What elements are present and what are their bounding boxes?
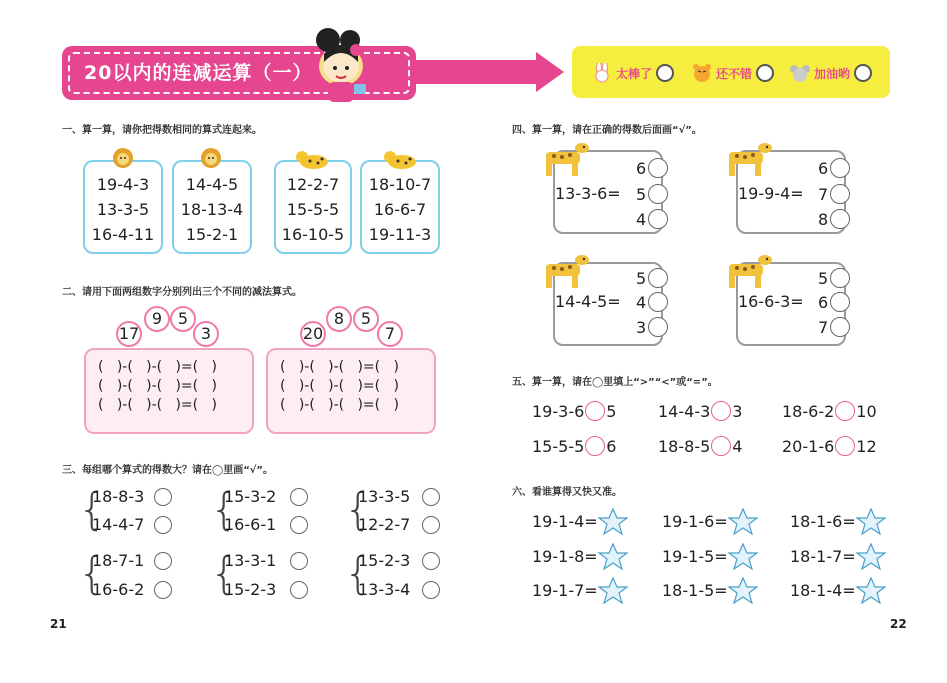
rating-checkbox[interactable] <box>854 64 872 82</box>
section-4-title: 四、算一算，请在正确的得数后面画“√”。 <box>512 125 702 136</box>
option-row <box>818 209 850 229</box>
option-value: 6 <box>818 158 829 178</box>
equation[interactable]: 14-4-5 <box>185 175 239 194</box>
equation: 19-1-4= <box>532 511 598 531</box>
equation[interactable]: 18-10-7 <box>368 175 432 194</box>
number-circle: 20 <box>300 321 326 347</box>
star-answer-icon[interactable] <box>856 542 886 570</box>
option-circle[interactable] <box>648 158 668 178</box>
section-5-title: 五、算一算，请在◯里填上“>”“<”或“=”。 <box>512 377 718 388</box>
star-equation <box>662 542 758 570</box>
option-value: 7 <box>818 317 829 337</box>
option-row <box>636 268 668 288</box>
compare-item <box>532 436 616 456</box>
option-row <box>636 184 668 204</box>
expression-card <box>84 348 254 434</box>
compare-row <box>224 580 308 599</box>
star-equation <box>790 542 886 570</box>
rating-good[interactable] <box>692 63 774 83</box>
compare-item <box>782 436 877 456</box>
leopard-icon <box>294 148 332 172</box>
answer-circle[interactable] <box>154 581 172 599</box>
option-value: 7 <box>818 184 829 204</box>
rating-checkbox[interactable] <box>756 64 774 82</box>
equation: 13-3-6= <box>555 184 621 203</box>
equation: 13-3-4 <box>358 580 411 599</box>
option-value: 5 <box>818 268 829 288</box>
compare-item <box>658 401 742 421</box>
equation: 13-3-5 <box>358 487 411 506</box>
answer-circle[interactable] <box>422 552 440 570</box>
star-answer-icon[interactable] <box>598 507 628 535</box>
expression-row[interactable]: ( )-( )-( )=( ) <box>98 397 217 413</box>
equation: 18-8-3 <box>92 487 145 506</box>
answer-circle[interactable] <box>290 552 308 570</box>
equation[interactable]: 13-3-5 <box>96 200 150 219</box>
equation[interactable]: 15-2-1 <box>185 225 239 244</box>
number-circle: 9 <box>144 306 170 332</box>
answer-circle[interactable] <box>422 488 440 506</box>
option-value: 4 <box>636 209 647 229</box>
option-circle[interactable] <box>830 158 850 178</box>
target-value: 3 <box>732 401 743 421</box>
number-circle: 3 <box>193 321 219 347</box>
compare-item <box>532 401 616 421</box>
equation: 19-1-6= <box>662 511 728 531</box>
expression-row[interactable]: ( )-( )-( )=( ) <box>280 378 399 394</box>
compare-circle[interactable] <box>585 436 605 456</box>
number-circle: 5 <box>353 306 379 332</box>
compare-row <box>358 515 440 534</box>
option-value: 8 <box>818 209 829 229</box>
equation[interactable]: 18-13-4 <box>180 200 244 219</box>
compare-circle[interactable] <box>585 401 605 421</box>
compare-item <box>782 401 877 421</box>
compare-row <box>92 551 172 570</box>
expression: 18-6-2 <box>782 401 835 421</box>
expression: 20-1-6 <box>782 436 835 456</box>
rating-checkbox[interactable] <box>656 64 674 82</box>
star-answer-icon[interactable] <box>728 507 758 535</box>
compare-circle[interactable] <box>835 436 855 456</box>
giraffe-icon <box>540 138 590 178</box>
option-value: 5 <box>636 268 647 288</box>
section-6-title: 六、看谁算得又快又准。 <box>512 487 622 498</box>
expression-row[interactable]: ( )-( )-( )=( ) <box>98 378 217 394</box>
star-equation <box>532 576 628 604</box>
option-row <box>636 158 668 178</box>
answer-circle[interactable] <box>422 516 440 534</box>
equation[interactable]: 16-6-7 <box>373 200 427 219</box>
compare-row <box>92 515 172 534</box>
equation: 14-4-5= <box>555 292 621 311</box>
option-circle[interactable] <box>648 209 668 229</box>
match-card <box>274 160 352 254</box>
brace-icon: { <box>344 484 372 535</box>
star-answer-icon[interactable] <box>856 507 886 535</box>
section-1-title: 一、算一算，请你把得数相同的算式连起来。 <box>62 125 262 136</box>
expression: 15-5-5 <box>532 436 585 456</box>
target-value: 6 <box>606 436 617 456</box>
equation[interactable]: 16-4-11 <box>91 225 155 244</box>
star-answer-icon[interactable] <box>728 542 758 570</box>
equation: 18-1-5= <box>662 580 728 600</box>
equation: 16-6-1 <box>224 515 277 534</box>
option-circle[interactable] <box>648 317 668 337</box>
giraffe-icon <box>723 138 773 178</box>
option-circle[interactable] <box>830 317 850 337</box>
equation: 18-1-6= <box>790 511 856 531</box>
equation: 18-1-4= <box>790 580 856 600</box>
answer-circle[interactable] <box>154 488 172 506</box>
answer-circle[interactable] <box>290 581 308 599</box>
option-circle[interactable] <box>648 268 668 288</box>
expression: 19-3-6 <box>532 401 585 421</box>
brace-icon: { <box>210 548 238 599</box>
star-answer-icon[interactable] <box>856 576 886 604</box>
equation: 13-3-1 <box>224 551 277 570</box>
rating-excellent[interactable] <box>592 63 674 83</box>
equation[interactable]: 15-5-5 <box>286 200 340 219</box>
lion-icon <box>198 146 224 170</box>
equation: 12-2-7 <box>358 515 411 534</box>
compare-row <box>92 580 172 599</box>
banner-arrow <box>414 60 538 84</box>
option-row <box>818 317 850 337</box>
target-value: 5 <box>606 401 617 421</box>
brace-icon: { <box>344 548 372 599</box>
equation: 14-4-7 <box>92 515 145 534</box>
star-equation <box>662 507 758 535</box>
brace-icon: { <box>78 548 106 599</box>
star-equation <box>790 507 886 535</box>
option-value: 4 <box>636 292 647 312</box>
equation: 18-7-1 <box>92 551 145 570</box>
star-answer-icon[interactable] <box>598 576 628 604</box>
page-number-left: 21 <box>50 617 67 631</box>
compare-circle[interactable] <box>711 401 731 421</box>
equation[interactable]: 19-4-3 <box>96 175 150 194</box>
match-card <box>83 160 163 254</box>
expression-row[interactable]: ( )-( )-( )=( ) <box>280 397 399 413</box>
star-answer-icon[interactable] <box>728 576 758 604</box>
option-row <box>818 268 850 288</box>
compare-row <box>358 551 440 570</box>
expression: 14-4-3 <box>658 401 711 421</box>
expression-row[interactable]: ( )-( )-( )=( ) <box>98 359 217 375</box>
page-number-right: 22 <box>890 617 907 631</box>
equation: 16-6-3= <box>738 292 804 311</box>
option-value: 6 <box>636 158 647 178</box>
answer-circle[interactable] <box>422 581 440 599</box>
equation: 15-2-3 <box>358 551 411 570</box>
section-2-title: 二、请用下面两组数字分别列出三个不同的减法算式。 <box>62 287 302 298</box>
number-circle: 17 <box>116 321 142 347</box>
page-title: 20以内的连减运算（一） <box>84 62 313 84</box>
option-circle[interactable] <box>648 292 668 312</box>
brace-icon: { <box>210 484 238 535</box>
option-row <box>818 158 850 178</box>
equation: 19-1-5= <box>662 546 728 566</box>
option-value: 3 <box>636 317 647 337</box>
match-card <box>172 160 252 254</box>
compare-row <box>358 487 440 506</box>
rating-label: 还不错 <box>716 66 753 81</box>
compare-row <box>358 580 440 599</box>
tiger-icon <box>692 63 712 83</box>
expression-card <box>266 348 436 434</box>
equation: 19-1-7= <box>532 580 598 600</box>
equation: 16-6-2 <box>92 580 145 599</box>
mascot-girl-icon <box>306 22 376 104</box>
compare-circle[interactable] <box>835 401 855 421</box>
equation[interactable]: 16-10-5 <box>281 225 345 244</box>
arrow-head-icon <box>536 52 564 92</box>
target-value: 12 <box>856 436 877 456</box>
giraffe-icon <box>540 250 590 290</box>
expression-row[interactable]: ( )-( )-( )=( ) <box>280 359 399 375</box>
equation: 19-9-4= <box>738 184 804 203</box>
star-equation <box>532 507 628 535</box>
option-value: 5 <box>636 184 647 204</box>
rabbit-icon <box>592 63 612 83</box>
giraffe-icon <box>723 250 773 290</box>
lion-icon <box>110 146 136 170</box>
brace-icon: { <box>78 484 106 535</box>
answer-circle[interactable] <box>154 516 172 534</box>
star-equation <box>790 576 886 604</box>
option-row <box>818 184 850 204</box>
answer-circle[interactable] <box>290 488 308 506</box>
option-circle[interactable] <box>648 184 668 204</box>
option-circle[interactable] <box>830 268 850 288</box>
star-equation <box>532 542 628 570</box>
compare-item <box>658 436 742 456</box>
equation: 19-1-8= <box>532 546 598 566</box>
equation: 18-1-7= <box>790 546 856 566</box>
option-row <box>636 209 668 229</box>
option-circle[interactable] <box>830 184 850 204</box>
equation[interactable]: 19-11-3 <box>368 225 432 244</box>
number-circle: 8 <box>326 306 352 332</box>
number-circle: 5 <box>170 306 196 332</box>
equation: 15-3-2 <box>224 487 277 506</box>
target-value: 10 <box>856 401 877 421</box>
option-row <box>636 292 668 312</box>
option-circle[interactable] <box>830 292 850 312</box>
mouse-icon <box>790 63 810 83</box>
compare-row <box>224 515 308 534</box>
compare-circle[interactable] <box>711 436 731 456</box>
star-answer-icon[interactable] <box>598 542 628 570</box>
section-3-title: 三、每组哪个算式的得数大？请在◯里画“√”。 <box>62 465 274 476</box>
rating-label: 太棒了 <box>616 66 653 81</box>
compare-row <box>224 487 308 506</box>
star-equation <box>662 576 758 604</box>
rating-keep-trying[interactable] <box>790 63 872 83</box>
leopard-icon <box>382 148 420 172</box>
rating-label: 加油哟 <box>814 66 851 81</box>
compare-row <box>92 487 172 506</box>
expression: 18-8-5 <box>658 436 711 456</box>
option-row <box>818 292 850 312</box>
target-value: 4 <box>732 436 743 456</box>
match-card <box>360 160 440 254</box>
answer-circle[interactable] <box>154 552 172 570</box>
compare-row <box>224 551 308 570</box>
option-row <box>636 317 668 337</box>
option-circle[interactable] <box>830 209 850 229</box>
equation: 15-2-3 <box>224 580 277 599</box>
number-circle: 7 <box>377 321 403 347</box>
equation[interactable]: 12-2-7 <box>286 175 340 194</box>
answer-circle[interactable] <box>290 516 308 534</box>
option-value: 6 <box>818 292 829 312</box>
